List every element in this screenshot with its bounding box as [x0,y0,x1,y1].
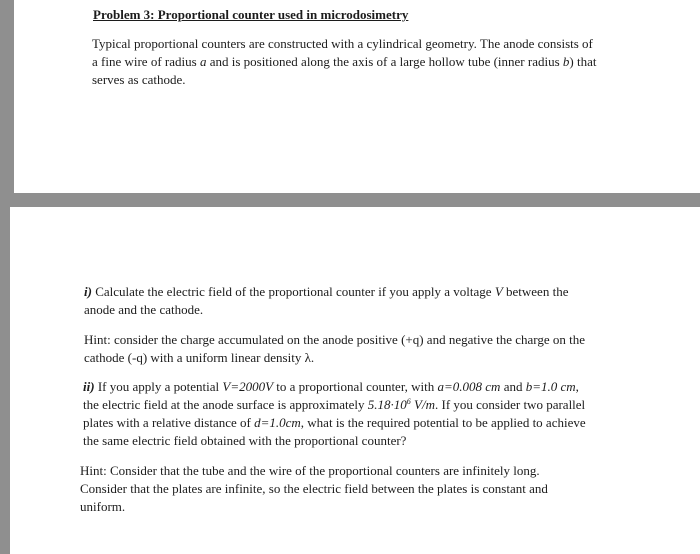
eq-radius-a: a=0.008 cm [437,379,501,394]
hint-2 [80,462,585,516]
hint-2-line-3: uniform. [80,499,126,514]
page-top [14,0,700,193]
var-a: a [199,54,207,69]
var-b: b [562,54,570,69]
question-2-label: ii) [83,379,95,394]
problem-title: Problem 3: Proportional counter used in microdosimetry [93,7,409,22]
question-1-line-1: i) Calculate the electric field of the proportional counter if you apply a voltage V between the [84,284,569,299]
eq-voltage: V=2000V [222,379,274,394]
intro-line-1: Typical proportional counters are constructed with a cylindrical geometry. The anode consists of [92,36,593,51]
hint-2-line-1: Hint: Consider that the tube and the wire of the proportional counters are infinitely long. [80,463,540,478]
field-value: $5.18\cdot 10^6$ V/m [367,397,435,412]
eq-distance: d=1.0cm [254,415,301,430]
var-V: V [494,284,503,299]
hint-1-line-1: Hint: consider the charge accumulated on the anode positive (+q) and negative the charge on the [84,332,586,347]
question-2-line-4: the same electric field obtained with the proportional counter? [83,433,407,448]
question-1 [84,283,604,319]
intro-line-3: serves as cathode. [92,72,186,87]
question-2-line-1: ii) If you apply a potential V=2000V to a proportional counter, with a=0.008 cm and b=1.0 cm, [83,379,579,394]
question-1-label: i) [84,284,92,299]
eq-radius-b: b=1.0 cm [525,379,576,394]
page-bottom [10,207,700,554]
intro-line-2: a fine wire of radius a and is positioned along the axis of a large hollow tube (inner radius b) that [92,54,597,69]
question-2-line-2: the electric field at the anode surface is approximately $5.18\cdot 10^6$ V/m. If you consider two parallel [83,397,586,412]
hint-1-line-2: cathode (-q) with a uniform linear density λ. [84,350,315,365]
question-2 [83,378,613,450]
question-1-line-2: anode and the cathode. [84,302,204,317]
question-2-line-3: plates with a relative distance of d=1.0cm, what is the required potential to be applied to achieve [83,415,586,430]
hint-1 [84,331,609,367]
hint-2-line-2: Consider that the plates are infinite, so the electric field between the plates is constant and [80,481,548,496]
problem-intro [92,35,612,89]
